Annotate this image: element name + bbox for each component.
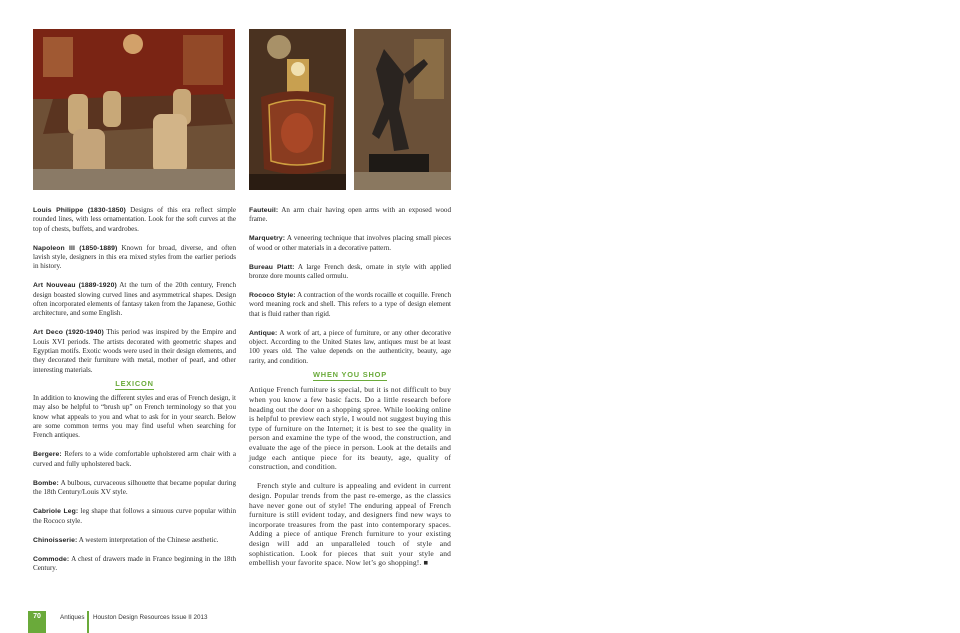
lexicon-entry-commode (33, 555, 236, 574)
lexicon-entry-chinoisserie (33, 536, 236, 545)
dining-room-photo (33, 29, 235, 190)
era-entry-louis-philippe (33, 206, 236, 234)
lexicon-definition: leg shape that follows a sinuous curve popular within the Rococo style. (33, 507, 236, 525)
lexicon-entry-bombe (33, 479, 236, 498)
shop-paragraph-2 (249, 481, 451, 567)
lexicon-entry-antique (249, 329, 451, 366)
lexicon-term: Bergere: (33, 451, 62, 459)
lexicon-term: Cabriole Leg: (33, 508, 79, 516)
lexicon-heading-text: LEXICON (115, 378, 154, 388)
lexicon-term: Chinoisserie: (33, 536, 78, 544)
lexicon-entry-bureau-platt (249, 263, 451, 282)
when-you-shop-heading-text: WHEN YOU SHOP (313, 370, 387, 380)
lexicon-definition: A work of art, a piece of furniture, or any other decorative object. According to the United States law, antiques must be at least 100 years old. The value depends on the authenticity, beauty, age rarity, and condition. (249, 328, 451, 365)
footer-section-name: Antiques (60, 614, 85, 621)
lexicon-entry-cabriole-leg (33, 507, 236, 526)
lexicon-definition: A western interpretation of the Chinese aesthetic. (77, 535, 219, 544)
era-term: Napoleon III (1850-1889) (33, 244, 118, 252)
lexicon-term: Rococo Style: (249, 292, 296, 300)
era-description: At the turn of the 20th century, French design boasted slowing curved lines and asymmetrical shapes. Design often incorporated elements of fantasy taken from the Japanese, Gothic architecture, and some English. (33, 281, 236, 318)
era-term: Art Deco (1920-1940) (33, 329, 104, 337)
lexicon-term: Fauteuil: (249, 207, 279, 214)
right-text-column (249, 206, 451, 578)
lexicon-definition: A large French desk, ornate in style with applied bronze dore mounts called ormulu. (249, 262, 451, 281)
lexicon-term: Bombe: (33, 479, 59, 487)
lexicon-definition: A bulbous, curvaceous silhouette that became popular during the 18th Century/Louis XV style. (33, 478, 236, 497)
lexicon-term: Bureau Platt: (249, 263, 295, 271)
lexicon-heading (33, 379, 236, 388)
lexicon-definition: An arm chair having open arms with an exposed wood frame. (249, 206, 451, 224)
lexicon-definition: A veneering technique that involves placing small pieces of wood or other materials in a decorative pattern. (249, 234, 451, 252)
lexicon-entry-bergere (33, 450, 236, 469)
era-term: Louis Philippe (1830-1850) (33, 207, 126, 214)
when-you-shop-heading (249, 370, 451, 379)
commode-photo (249, 29, 346, 190)
lexicon-definition: A chest of drawers made in France beginning in the 18th Century. (33, 554, 236, 572)
lexicon-definition: A contraction of the words rocaille et coquille. French word meaning rock and shell. This refers to a type of design element that is fluid rather than rigid. (249, 291, 451, 318)
era-entry-napoleon-iii (33, 244, 236, 272)
footer-divider (87, 611, 89, 633)
shop-paragraph-1: Antique French furniture is special, but it is not difficult to buy when you know a few basic facts. Do a little research before heading out the door on a shopping spree. While looking online is helpful to preview each style, I would not suggest buying this type of furniture on the Internet; it is best to see the quality in person and examine the type of the wood, the construction, and evaluate the age of the piece in person. Look at the details and judge each antique piece for its beauty, age, quality of construction, and condition. (249, 385, 451, 472)
lexicon-intro: In addition to knowing the different styles and eras of French design, it may also be helpful to “brush up” on French terminology so that you know what appeals to you and what to ask for in your search. Below are some common terms you may find useful when searching for French antiques. (33, 394, 236, 440)
lexicon-term: Commode: (33, 555, 70, 563)
era-description: Known for broad, diverse, and often lavish style, designers in this era mixed styles from the earlier periods in history. (33, 243, 236, 271)
era-description: Designs of this era reflect simple rounded lines, with less ornamentation. Look for the soft curves at the top of chests, buffets, and wardrobes. (33, 206, 236, 233)
page-number: 70 (28, 611, 46, 633)
lexicon-entry-marquetry (249, 234, 451, 253)
left-text-column (33, 206, 236, 583)
end-mark-icon: ■ (423, 558, 429, 568)
lexicon-term: Marquetry: (249, 235, 286, 243)
era-entry-art-deco (33, 328, 236, 374)
shop-paragraph-2-text: French style and culture is appealing and evident in current design. Popular trends from the past re-emerge, as the classics have never gone out of style! The enduring appeal of French furniture is still evident today, and designers find new ways to incorporate treasures from the past into contemporary spaces. Adding a piece of antique French furniture to your existing design will add an unparalleled touch of style and sophistication. Look for pieces that suit your style and embellish your favorite space. Now let’s go shopping!. (249, 481, 451, 568)
bronze-statue-photo (354, 29, 451, 190)
era-entry-art-nouveau (33, 281, 236, 318)
lexicon-definition: Refers to a wide comfortable upholstered arm chair with a curved and fully upholstered back. (33, 450, 236, 468)
footer-publication: Houston Design Resources Issue II 2013 (93, 614, 208, 621)
lexicon-term: Antique: (249, 329, 278, 337)
lexicon-entry-fauteuil (249, 206, 451, 225)
lexicon-entry-rococo-style (249, 291, 451, 319)
era-description: This period was inspired by the Empire and Louis XVI periods. The artists decorated with geometric shapes and Egyptian motifs. Exotic woods were used in their design elements, and they decorated their furniture with metal, mother of pearl, and other interesting materials. (33, 328, 237, 374)
era-term: Art Nouveau (1889-1920) (33, 282, 117, 290)
